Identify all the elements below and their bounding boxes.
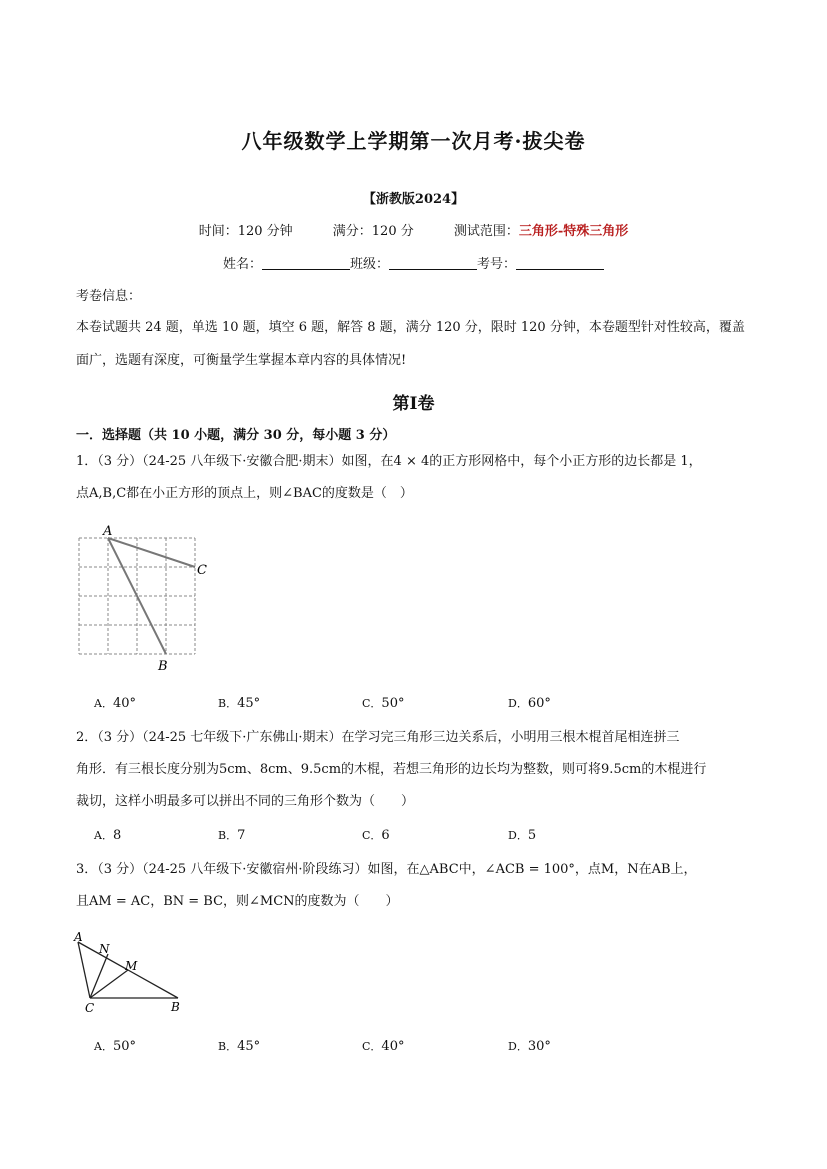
q2-option-a[interactable]: A．8 — [94, 828, 122, 843]
q2-line1: 2．（3 分）（24-25 七年级下·广东佛山·期末）在学习完三角形三边关系后，小明用三根木棍首尾相连拼三 — [76, 730, 680, 745]
q3-label-a: A — [74, 930, 83, 944]
student-info — [0, 253, 827, 272]
q3-line2: 且AM = AC，BN = BC，则∠MCN的度数为（ ） — [76, 894, 399, 909]
q2-option-c[interactable]: C．6 — [362, 828, 390, 843]
class-label: 班级： — [349, 257, 389, 272]
q1-grid-figure — [70, 522, 220, 674]
page-title: 八年级数学上学期第一次月考·拔尖卷 — [241, 129, 586, 153]
q1-label-b: B — [158, 659, 168, 674]
range-label: 测试范围： — [453, 224, 519, 239]
time-label: 时间：120 分钟 — [198, 224, 293, 239]
q1-option-b[interactable]: B．45° — [218, 696, 261, 711]
q2-line2: 角形．有三根长度分别为5cm、8cm、9.5cm的木棍，若想三角形的边长均为整数，则可将9.5cm的木棍进行 — [76, 762, 707, 777]
q3-label-b: B — [171, 1000, 180, 1014]
q2-option-b[interactable]: B．7 — [218, 828, 246, 843]
q1-line2: 点A,B,C都在小正方形的顶点上，则∠BAC的度数是（ ） — [76, 486, 413, 501]
q1-label-a: A — [103, 524, 113, 539]
exam-no-label: 考号： — [477, 257, 517, 272]
score-label: 满分：120 分 — [332, 224, 414, 239]
exam-meta — [0, 220, 827, 239]
q3-triangle-figure — [70, 928, 190, 1018]
exam-info-line1: 本卷试题共 24 题，单选 10 题，填空 6 题，解答 8 题，满分 120 分，限时 120 分钟，本卷题型针对性较高，覆盖 — [76, 320, 745, 335]
q1-option-c[interactable]: C．50° — [362, 696, 405, 711]
q3-label-m: M — [125, 959, 138, 973]
q3-option-a[interactable]: A．50° — [94, 1039, 136, 1054]
q1-option-a[interactable]: A．40° — [94, 696, 136, 711]
q3-option-c[interactable]: C．40° — [362, 1039, 405, 1054]
q3-side-ac — [78, 942, 90, 998]
edition-label: 【浙教版2024】 — [362, 192, 465, 207]
exam-info-line2: 面广，选题有深度，可衡量学生掌握本章内容的具体情况! — [76, 353, 407, 368]
q2-line3: 裁切，这样小明最多可以拼出不同的三角形个数为（ ） — [76, 794, 415, 809]
q2-option-d[interactable]: D．5 — [508, 828, 537, 843]
part-title: 第Ⅰ卷 — [392, 394, 435, 414]
class-field[interactable] — [389, 257, 477, 270]
q1-option-d[interactable]: D．60° — [508, 696, 551, 711]
q3-option-b[interactable]: B．45° — [218, 1039, 261, 1054]
q1-label-c: C — [197, 563, 207, 578]
q3-label-c: C — [85, 1001, 95, 1015]
q3-line1: 3．（3 分）（24-25 八年级下·安徽宿州·阶段练习）如图，在△ABC中，∠ACB = 100°，点M，N在AB上， — [76, 862, 697, 877]
name-label: 姓名： — [222, 257, 262, 272]
q1-line1: 1．（3 分）（24-25 八年级下·安徽合肥·期末）如图，在4 × 4的正方形网格中，每个小正方形的边长都是 1， — [76, 454, 702, 469]
range-value: 三角形-特殊三角形 — [518, 224, 629, 239]
exam-info-heading: 考卷信息： — [76, 289, 142, 304]
q3-option-d[interactable]: D．30° — [508, 1039, 551, 1054]
name-field[interactable] — [262, 257, 350, 270]
range-group — [454, 224, 628, 239]
exam-no-field[interactable] — [516, 257, 604, 270]
q3-label-n: N — [99, 942, 110, 956]
section-title: 一．选择题（共 10 小题，满分 30 分，每小题 3 分） — [76, 428, 396, 443]
